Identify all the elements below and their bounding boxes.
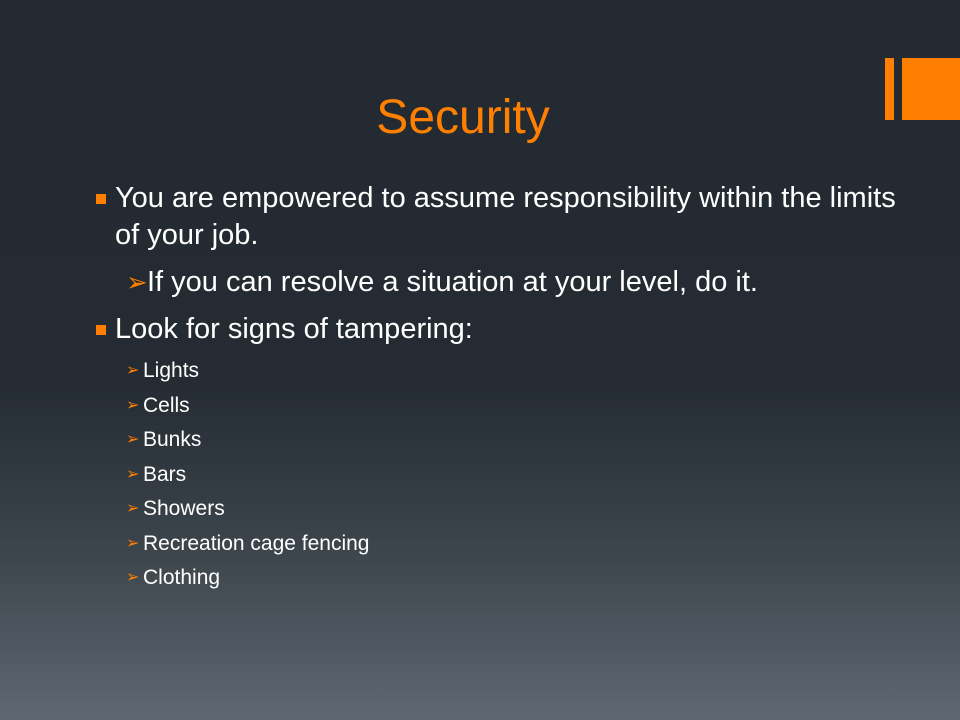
sub-bullet-text: Showers — [143, 497, 225, 520]
bullet-tampering — [96, 311, 896, 348]
sub-bullet-bars — [96, 458, 896, 493]
square-bullet-icon — [96, 325, 106, 335]
arrow-bullet-icon: ➢ — [126, 500, 140, 517]
arrow-bullet-icon: ➢ — [126, 465, 140, 483]
sub-bullet-showers — [96, 492, 896, 527]
bullet-text: Look for signs of tampering: — [115, 313, 473, 345]
sub-bullet-resolve — [96, 264, 896, 301]
sub-bullet-text: Recreation cage fencing — [143, 531, 370, 555]
sub-bullet-bunks — [96, 423, 896, 458]
arrow-bullet-icon: ➢ — [126, 267, 148, 297]
sub-bullet-recreation-cage-fencing — [96, 527, 896, 562]
arrow-bullet-icon: ➢ — [126, 534, 140, 552]
sub-bullet-text: Bunks — [143, 428, 202, 451]
slide-title: Security — [376, 91, 550, 144]
arrow-bullet-icon: ➢ — [126, 396, 140, 414]
sub-bullet-lights — [96, 354, 896, 389]
sub-bullet-text: Cells — [143, 393, 190, 417]
sub-bullet-cells — [96, 389, 896, 424]
arrow-bullet-icon: ➢ — [126, 431, 140, 448]
sub-bullet-clothing — [96, 561, 896, 596]
bullet-text: You are empowered to assume responsibility within the limits of your job. — [115, 182, 896, 251]
sub-bullet-text: Lights — [143, 359, 200, 382]
slide-content — [96, 180, 896, 596]
arrow-bullet-icon: ➢ — [126, 362, 140, 379]
square-bullet-icon — [96, 194, 106, 204]
sub-bullet-text: Clothing — [143, 566, 221, 589]
arrow-bullet-icon: ➢ — [126, 569, 140, 586]
sub-bullet-text: If you can resolve a situation at your level, do it. — [147, 266, 758, 298]
bullet-empowered — [96, 180, 896, 254]
sub-bullet-text: Bars — [143, 462, 187, 486]
